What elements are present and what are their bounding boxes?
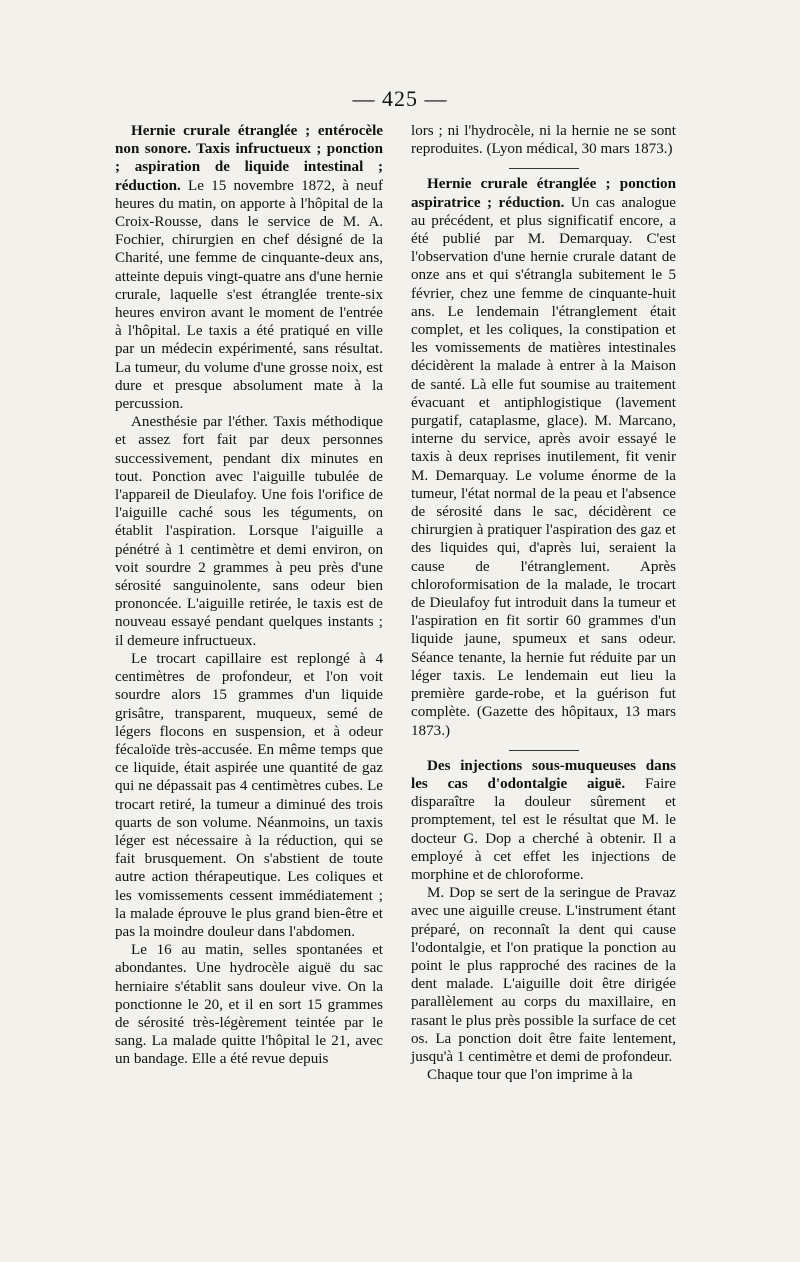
article-3-first-paragraph (411, 757, 676, 884)
article-2-title: Hernie crurale étranglée ; ponction aspiratrice ; réduction. (411, 176, 676, 211)
article-1-continuation: lors ; ni l'hydrocèle, ni la hernie ne se sont reproduites. (Lyon médical, 30 mars 1873.) (411, 123, 676, 158)
paragraph: Le trocart capillaire est replongé à 4 centimètres de profondeur, et l'on voit sourdre alors 15 grammes d'un liquide grisâtre, transparent, muqueux, semé de légers flocons en suspension, et à odeur fécaloïde très-accusée. En même temps que ce liquide, était aspirée une quantité de gaz qui ne dépassait pas 4 centimètres cubes. Le trocart retiré, la tumeur a diminué des trois quarts de son volume. Néanmoins, un taxis léger est nécessaire à la réduction, qui se fait brusquement. On s'abstient de toute autre action thérapeutique. Les coliques et les vomissements cessent immédiatement ; la malade éprouve le plus grand bien-être et pas la moindre douleur dans l'abdomen. (115, 650, 383, 940)
article-2-first-paragraph (411, 175, 676, 739)
separator-rule (509, 750, 579, 751)
left-column (115, 122, 383, 1069)
article-2-text: Un cas analogue au précédent, et plus significatif encore, a été publié par M. Demarquay. C'est l'observation d'une hernie crurale datant de onze ans et qui s'étrangla subitement le 5 février, chez une femme de cinquante-huit ans. Le lendemain l'étranglement était complet, et les coliques, la constipation et les vomissements de matières intestinales décidèrent la malade à entrer à la Maison de santé. Là elle fut soumise au traitement évacuant et antiphlogistique (lavement purgatif, cataplasme, glace). M. Marcano, interne du service, après avoir essayé le taxis à deux reprises inutilement, fit venir M. Demarquay. Le volume énorme de la tumeur, l'état normal de la peau et l'absence de sérosité dans le sac, décidèrent ce chirurgien à pratiquer l'aspiration des gaz et des liquides qui, d'après lui, seraient la cause de l'étranglement. Après chloroformisation de la malade, le trocart de Dieulafoy fut introduit dans la tumeur et l'aspiration en fit sortir 60 grammes d'un liquide jaune, spumeux et sans odeur. Séance tenante, la hernie fut réduite par un léger taxis. Le lendemain eut lieu la première garde-robe, et la guérison fut complète. (Gazette des hôpitaux, 13 mars 1873.) (411, 194, 677, 739)
paragraph: Chaque tour que l'on imprime à la (427, 1067, 633, 1084)
article-3-text: Faire disparaître la douleur sûrement et promptement, tel est le résultat que M. le docteur G. Dop a cherché à obtenir. Il a employé à cet effet les injections de morphine et de chloroforme. (411, 775, 676, 883)
page-number: — 425 — (352, 86, 448, 111)
paragraph: M. Dop se sert de la seringue de Pravaz avec une aiguille creuse. L'instrument étant préparé, on reconnaît la dent qui cause l'odontalgie, et l'on pratique la ponction au point le plus rapproché des racines de la dent malade. L'aiguille doit être dirigée parallèlement au corps du maxillaire, en rasant le plus près possible la surface de cet os. La ponction doit être faite lentement, jusqu'à 1 centimètre et demi de profondeur. (411, 885, 676, 1065)
article-1-title: Hernie crurale étranglée ; entérocèle non sonore. Taxis infructueux ; ponction ; aspiration de liquide intestinal ; réduction. (115, 123, 383, 194)
article-1-first-paragraph (115, 122, 383, 413)
separator-rule (509, 168, 579, 169)
right-column (411, 122, 676, 1084)
article-1-text: Le 15 novembre 1872, à neuf heures du matin, on apporte à l'hôpital de la Croix-Rousse, dans le service de M. A. Fochier, chirurgien en chef désigné de la Charité, une femme de cinquante-deux ans, atteinte depuis vingt-quatre ans d'une hernie crurale, laquelle s'est étranglée trente-six heures environ avant le moment de l'entrée à l'hôpital. Le taxis a été pratiqué en ville par un médecin expérimenté, sans résultat. La tumeur, du volume d'une grosse noix, est dure et presque absolument mate à la percussion. (115, 177, 383, 413)
paragraph: Anesthésie par l'éther. Taxis méthodique et assez fort fait par deux personnes successivement, pendant dix minutes en tout. Ponction avec l'aiguille tubulée de l'appareil de Dieulafoy. Une fois l'orifice de l'aiguille caché sous les téguments, on établit l'aspiration. Lorsque l'aiguille a pénétré à 1 centimètre et demi environ, on voit sourdre 2 grammes à peu près d'une sérosité sanguinolente, sans odeur bien prononcée. L'aiguille retirée, le taxis est de nouveau essayé pendant quelques instants ; il demeure infructueux. (115, 414, 383, 649)
paragraph: Le 16 au matin, selles spontanées et abondantes. Une hydrocèle aiguë du sac herniaire s'établit sans douleur vive. On la ponctionne le 20, et il en sort 15 grammes de sérosité très-légèrement teintée par le sang. La malade quitte l'hôpital le 21, avec un bandage. Elle a été revue depuis (115, 942, 383, 1068)
article-3-title: Des injections sous-muqueuses dans les cas d'odontalgie aiguë. (411, 757, 676, 792)
